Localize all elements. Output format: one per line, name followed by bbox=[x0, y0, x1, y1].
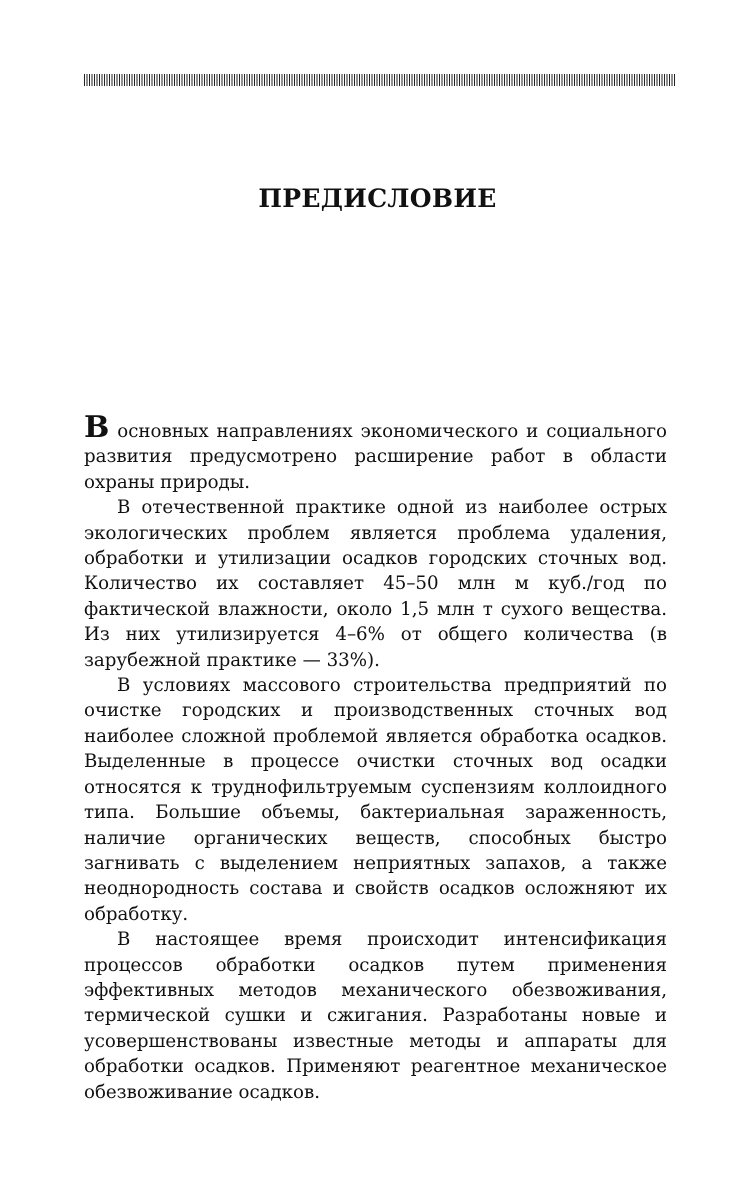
initial-letter: В bbox=[84, 410, 110, 445]
paragraph-1 bbox=[84, 410, 667, 495]
page-title: ПРЕДИСЛОВИЕ bbox=[258, 184, 497, 213]
paragraph-1-text: основных направлениях экономического и социального развития предусмотрено расширение работ в области охраны природы. bbox=[84, 421, 667, 493]
paragraph-3: В условиях массового строительства предприятий по очистке городских и производственных сточных вод наиболее сложной проблемой является обработка осадков. Выделенные в процессе очистки сточных вод осадки относятся к труднофильтруемым суспензиям коллоидного типа. Большие объемы, бактериальная зараженность, наличие органических веществ, способных быстро загнивать с выделением неприятных запахов, а также неоднородность состава и свойств осадков осложняют их обработку. bbox=[84, 675, 667, 925]
paragraph-4: В настоящее время происходит интенсификация процессов обработки осадков путем применения эффективных методов механического обезвоживания, термической сушки и сжигания. Разработаны новые и усовершенствованы известные методы и аппараты для обработки осадков. Применяют реагентное механическое обезвоживание осадков. bbox=[84, 929, 667, 1103]
paragraph-2: В отечественной практике одной из наиболее острых экологических проблем является проблема удаления, обработки и утилизации осадков городских сточных вод. Количество их составляет 45–50 млн м куб./год по фактической влажности, около 1,5 млн т сухого вещества. Из них утилизируется 4–6% от общего количества (в зарубежной практике — 33%). bbox=[84, 497, 667, 671]
header-decorative-rule bbox=[84, 74, 676, 86]
preface-body bbox=[84, 410, 667, 1105]
